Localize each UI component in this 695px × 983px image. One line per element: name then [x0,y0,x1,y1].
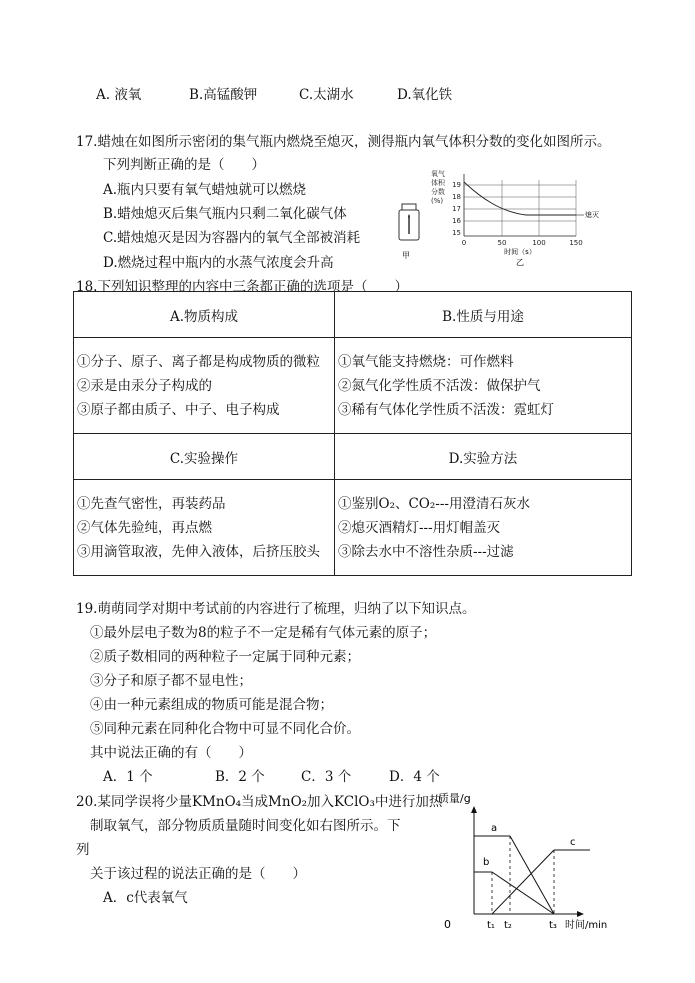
chart-xlabel: 时间（s） [504,248,536,256]
q20-line3: 列 [76,842,90,858]
oxygen-curve [464,182,576,215]
q19-option-d: D．4 个 [389,769,440,785]
q19-option-a: A．1 个 [103,769,153,785]
gas-bottle-figure [396,200,426,262]
cell-a-line: ②汞是由汞分子构成的 [77,377,212,394]
xtick-100: 100 [532,239,546,247]
chart-ylabel-4: (%) [431,197,444,205]
knowledge-table [73,291,632,576]
q17-option-d: D.燃烧过程中瓶内的水蒸气浓度会升高 [103,255,334,271]
q19-item: ②质子数相同的两种粒子一定属于同种元素； [90,649,360,665]
cell-c-line: ①先查气密性，再装药品 [77,495,226,512]
cell-c-body [74,480,335,576]
xtick-150: 150 [569,239,583,247]
ytick-17: 17 [452,205,461,213]
graph-ylabel: 质量/g [438,792,471,805]
ytick-18: 18 [452,193,461,201]
q17-stem: 17.蜡烛在如图所示密闭的集气瓶内燃烧至熄灭，测得瓶内氧气体积分数的变化如图所示。 [76,134,611,150]
oxygen-chart [426,168,606,268]
figure-label-jia: 甲 [402,251,410,260]
ytick-16: 16 [452,217,461,225]
xtick-0: 0 [461,239,467,247]
chart-ylabel-2: 体积 [431,179,445,187]
q19-option-c: C．3 个 [301,769,352,785]
q16-option-d: D.氧化铁 [397,87,453,103]
q17-option-c: C.蜡烛熄灭是因为容器内的氧气全部被消耗 [103,230,361,246]
cell-b-header: B.性质与用途 [335,292,632,338]
ytick-15: 15 [452,229,461,237]
graph-t2: t₂ [504,920,512,931]
cell-c-line: ②气体先验纯，再点燃 [77,519,212,536]
chart-ylabel-3: 分数 [431,188,445,196]
q19-item: ③分子和原子都不显电性； [90,673,252,689]
q17-option-a: A.瓶内只要有氧气蜡烛就可以燃烧 [103,182,307,198]
cell-c-header: C.实验操作 [74,434,335,480]
cell-b-line: ③稀有气体化学性质不活泼：霓虹灯 [338,401,554,418]
q17-stem2: 下列判断正确的是（ ） [103,157,265,173]
q16-option-a: A. 液氧 [96,87,142,103]
q17-option-b: B.蜡烛熄灭后集气瓶内只剩二氧化碳气体 [103,206,347,222]
graph-label-c: c [570,837,576,848]
chart-annotation-extinguish: 熄灭 [585,211,599,219]
q16-option-c: C.太湖水 [299,87,354,103]
cell-d-body [335,480,632,576]
cell-b-body [335,338,632,434]
graph-t1: t₁ [487,920,495,931]
xtick-50: 50 [497,239,507,247]
q20-line2: 制取氧气，部分物质质量随时间变化如右图所示。下 [90,818,401,834]
cell-d-line: ①鉴别O₂、CO₂---用澄清石灰水 [338,495,530,512]
q19-stem: 19.萌萌同学对期中考试前的内容进行了梳理，归纳了以下知识点。 [76,601,476,617]
graph-label-b: b [483,857,490,868]
chart-ylabel-1: 氧气 [431,170,445,178]
q19-item: ①最外层电子数为8的粒子不一定是稀有气体元素的原子； [90,625,437,641]
cell-a-line: ①分子、原子、离子都是构成物质的微粒 [77,353,320,370]
cell-b-line: ②氮气化学性质不活泼：做保护气 [338,377,541,394]
graph-origin: 0 [444,918,451,931]
q19-item: ④由一种元素组成的物质可能是混合物； [90,697,333,713]
q20-line4: 关于该过程的说法正确的是（ ） [90,866,306,882]
q16-option-b: B.高锰酸钾 [189,87,258,103]
ytick-19: 19 [452,181,461,189]
cell-a-header: A.物质构成 [74,292,335,338]
mass-time-graph [430,788,620,936]
cell-c-line: ③用滴管取液，先伸入液体，后挤压胶头 [77,543,320,560]
q19-question: 其中说法正确的有（ ） [90,745,252,761]
q20-option-a: A．c代表氧气 [103,890,188,906]
cell-a-line: ③原子都由质子、中子、电子构成 [77,401,280,418]
cell-d-header: D.实验方法 [335,434,632,480]
graph-xlabel: 时间/min [565,920,608,931]
q20-line1: 20.某同学误将少量KMnO₄当成MnO₂加入KClO₃中进行加热 [76,794,443,810]
q19-option-b: B．2 个 [215,769,265,785]
cell-a-body [74,338,335,434]
q19-item: ⑤同种元素在同种化合物中可显不同化合价。 [90,721,360,737]
cell-b-line: ①氧气能支持燃烧：可作燃料 [338,353,514,370]
cell-d-line: ③除去水中不溶性杂质---过滤 [338,543,514,560]
graph-t3: t₃ [549,920,557,931]
figure-label-yi: 乙 [516,258,524,267]
graph-label-a: a [491,823,498,834]
cell-d-line: ②熄灭酒精灯---用灯帽盖灭 [338,519,501,536]
q18-stem: 18.下列知识整理的内容中三条都正确的选项是（ ） [76,279,408,295]
